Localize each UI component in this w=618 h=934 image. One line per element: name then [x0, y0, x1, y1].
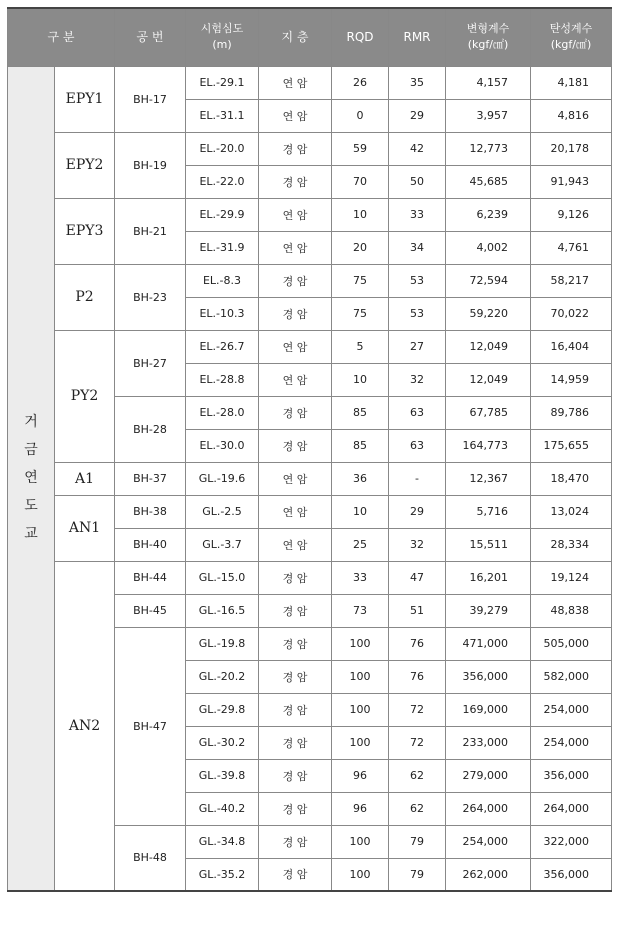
- elastic-modulus-cell: 356,000: [531, 759, 612, 792]
- rqd-cell: 100: [332, 858, 389, 891]
- layer-cell: 경 암: [259, 561, 332, 594]
- depth-cell: GL.-40.2: [186, 792, 259, 825]
- depth-cell: GL.-35.2: [186, 858, 259, 891]
- elastic-modulus-cell: 58,217: [531, 264, 612, 297]
- elastic-modulus-cell: 4,761: [531, 231, 612, 264]
- rmr-cell: 76: [389, 627, 446, 660]
- header-elastic-label: 탄성계수: [549, 22, 593, 36]
- rmr-cell: 29: [389, 99, 446, 132]
- rmr-cell: 72: [389, 693, 446, 726]
- bridge-name-char: 거: [24, 414, 38, 431]
- elastic-modulus-cell: 4,181: [531, 66, 612, 99]
- group-name-cell: AN2: [55, 561, 115, 891]
- elastic-modulus-cell: 20,178: [531, 132, 612, 165]
- rmr-cell: 47: [389, 561, 446, 594]
- table-row: [8, 495, 612, 528]
- rqd-cell: 100: [332, 825, 389, 858]
- rmr-cell: -: [389, 462, 446, 495]
- header-depth-label: 시험심도: [200, 22, 244, 36]
- layer-cell: 경 암: [259, 264, 332, 297]
- rmr-cell: 51: [389, 594, 446, 627]
- depth-cell: GL.-29.8: [186, 693, 259, 726]
- table-row: [8, 264, 612, 297]
- table-row: [8, 462, 612, 495]
- elastic-modulus-cell: 18,470: [531, 462, 612, 495]
- elastic-modulus-cell: 28,334: [531, 528, 612, 561]
- depth-cell: GL.-16.5: [186, 594, 259, 627]
- bridge-name-char: 금: [24, 442, 38, 459]
- rock-test-table: [7, 7, 612, 892]
- rqd-cell: 20: [332, 231, 389, 264]
- depth-cell: GL.-15.0: [186, 561, 259, 594]
- layer-cell: 연 암: [259, 231, 332, 264]
- deform-modulus-cell: 6,239: [446, 198, 531, 231]
- rmr-cell: 79: [389, 858, 446, 891]
- rqd-cell: 59: [332, 132, 389, 165]
- rmr-cell: 50: [389, 165, 446, 198]
- header-gubun: 구 분: [8, 8, 115, 66]
- rmr-cell: 32: [389, 363, 446, 396]
- deform-modulus-cell: 16,201: [446, 561, 531, 594]
- rqd-cell: 100: [332, 726, 389, 759]
- bridge-name-char: 연: [24, 470, 38, 487]
- layer-cell: 연 암: [259, 99, 332, 132]
- elastic-modulus-cell: 70,022: [531, 297, 612, 330]
- depth-cell: GL.-20.2: [186, 660, 259, 693]
- rmr-cell: 32: [389, 528, 446, 561]
- borehole-cell: BH-45: [115, 594, 186, 627]
- rmr-cell: 27: [389, 330, 446, 363]
- borehole-cell: BH-17: [115, 66, 186, 132]
- elastic-modulus-cell: 13,024: [531, 495, 612, 528]
- layer-cell: 경 암: [259, 726, 332, 759]
- rqd-cell: 10: [332, 495, 389, 528]
- group-name-cell: A1: [55, 462, 115, 495]
- depth-cell: GL.-3.7: [186, 528, 259, 561]
- elastic-modulus-cell: 254,000: [531, 693, 612, 726]
- bridge-name-char: 도: [24, 498, 38, 515]
- elastic-modulus-cell: 4,816: [531, 99, 612, 132]
- table-row: [8, 132, 612, 165]
- elastic-modulus-cell: 254,000: [531, 726, 612, 759]
- layer-cell: 연 암: [259, 66, 332, 99]
- bridge-name-char: 교: [24, 526, 38, 543]
- elastic-modulus-cell: 48,838: [531, 594, 612, 627]
- borehole-cell: BH-40: [115, 528, 186, 561]
- header-borehole: 공 번: [115, 8, 186, 66]
- depth-cell: EL.-26.7: [186, 330, 259, 363]
- table-row: [8, 66, 612, 99]
- borehole-cell: BH-47: [115, 627, 186, 825]
- deform-modulus-cell: 72,594: [446, 264, 531, 297]
- deform-modulus-cell: 5,716: [446, 495, 531, 528]
- borehole-cell: BH-48: [115, 825, 186, 891]
- borehole-cell: BH-38: [115, 495, 186, 528]
- layer-cell: 경 암: [259, 429, 332, 462]
- rqd-cell: 85: [332, 429, 389, 462]
- elastic-modulus-cell: 19,124: [531, 561, 612, 594]
- rqd-cell: 25: [332, 528, 389, 561]
- rqd-cell: 26: [332, 66, 389, 99]
- rmr-cell: 29: [389, 495, 446, 528]
- header-depth: [186, 8, 259, 66]
- deform-modulus-cell: 356,000: [446, 660, 531, 693]
- depth-cell: EL.-10.3: [186, 297, 259, 330]
- rqd-cell: 96: [332, 759, 389, 792]
- layer-cell: 연 암: [259, 462, 332, 495]
- layer-cell: 경 암: [259, 858, 332, 891]
- group-name-cell: EPY2: [55, 132, 115, 198]
- deform-modulus-cell: 164,773: [446, 429, 531, 462]
- depth-cell: EL.-28.8: [186, 363, 259, 396]
- elastic-modulus-cell: 175,655: [531, 429, 612, 462]
- deform-modulus-cell: 254,000: [446, 825, 531, 858]
- layer-cell: 연 암: [259, 528, 332, 561]
- deform-modulus-cell: 3,957: [446, 99, 531, 132]
- layer-cell: 경 암: [259, 165, 332, 198]
- header-row: [8, 8, 612, 66]
- deform-modulus-cell: 471,000: [446, 627, 531, 660]
- group-name-cell: EPY1: [55, 66, 115, 132]
- deform-modulus-cell: 279,000: [446, 759, 531, 792]
- depth-cell: GL.-2.5: [186, 495, 259, 528]
- rqd-cell: 73: [332, 594, 389, 627]
- group-name-cell: AN1: [55, 495, 115, 561]
- table-body: [8, 66, 612, 891]
- layer-cell: 경 암: [259, 594, 332, 627]
- layer-cell: 경 암: [259, 627, 332, 660]
- elastic-modulus-cell: 9,126: [531, 198, 612, 231]
- rmr-cell: 34: [389, 231, 446, 264]
- table-row: [8, 330, 612, 363]
- header-deform: [446, 8, 531, 66]
- deform-modulus-cell: 15,511: [446, 528, 531, 561]
- depth-cell: GL.-39.8: [186, 759, 259, 792]
- header-deform-unit: (kgf/㎠): [467, 38, 509, 52]
- layer-cell: 연 암: [259, 363, 332, 396]
- rmr-cell: 62: [389, 792, 446, 825]
- elastic-modulus-cell: 16,404: [531, 330, 612, 363]
- deform-modulus-cell: 39,279: [446, 594, 531, 627]
- depth-cell: GL.-19.8: [186, 627, 259, 660]
- rqd-cell: 85: [332, 396, 389, 429]
- header-deform-label: 변형계수: [466, 22, 510, 36]
- layer-cell: 경 암: [259, 297, 332, 330]
- bridge-name-cell: [8, 66, 55, 891]
- layer-cell: 연 암: [259, 330, 332, 363]
- elastic-modulus-cell: 91,943: [531, 165, 612, 198]
- deform-modulus-cell: 262,000: [446, 858, 531, 891]
- header-elastic: [531, 8, 612, 66]
- elastic-modulus-cell: 89,786: [531, 396, 612, 429]
- borehole-cell: BH-44: [115, 561, 186, 594]
- rqd-cell: 33: [332, 561, 389, 594]
- rqd-cell: 70: [332, 165, 389, 198]
- depth-cell: GL.-34.8: [186, 825, 259, 858]
- borehole-cell: BH-27: [115, 330, 186, 396]
- header-depth-unit: (m): [212, 38, 232, 52]
- depth-cell: GL.-19.6: [186, 462, 259, 495]
- header-rmr: RMR: [389, 8, 446, 66]
- borehole-cell: BH-37: [115, 462, 186, 495]
- elastic-modulus-cell: 356,000: [531, 858, 612, 891]
- depth-cell: EL.-28.0: [186, 396, 259, 429]
- header-elastic-unit: (kgf/㎠): [550, 38, 592, 52]
- depth-cell: EL.-31.1: [186, 99, 259, 132]
- rmr-cell: 63: [389, 429, 446, 462]
- group-name-cell: P2: [55, 264, 115, 330]
- deform-modulus-cell: 12,773: [446, 132, 531, 165]
- deform-modulus-cell: 4,002: [446, 231, 531, 264]
- rqd-cell: 36: [332, 462, 389, 495]
- deform-modulus-cell: 45,685: [446, 165, 531, 198]
- header-rqd: RQD: [332, 8, 389, 66]
- rmr-cell: 53: [389, 264, 446, 297]
- deform-modulus-cell: 4,157: [446, 66, 531, 99]
- layer-cell: 경 암: [259, 825, 332, 858]
- layer-cell: 경 암: [259, 132, 332, 165]
- deform-modulus-cell: 233,000: [446, 726, 531, 759]
- rqd-cell: 100: [332, 693, 389, 726]
- rqd-cell: 0: [332, 99, 389, 132]
- depth-cell: EL.-8.3: [186, 264, 259, 297]
- group-name-cell: EPY3: [55, 198, 115, 264]
- layer-cell: 경 암: [259, 792, 332, 825]
- deform-modulus-cell: 12,049: [446, 363, 531, 396]
- rqd-cell: 100: [332, 660, 389, 693]
- rqd-cell: 100: [332, 627, 389, 660]
- table-row: [8, 561, 612, 594]
- borehole-cell: BH-21: [115, 198, 186, 264]
- layer-cell: 경 암: [259, 396, 332, 429]
- table-row: [8, 198, 612, 231]
- depth-cell: EL.-29.9: [186, 198, 259, 231]
- rmr-cell: 76: [389, 660, 446, 693]
- rmr-cell: 63: [389, 396, 446, 429]
- borehole-cell: BH-19: [115, 132, 186, 198]
- rqd-cell: 10: [332, 363, 389, 396]
- depth-cell: EL.-31.9: [186, 231, 259, 264]
- layer-cell: 경 암: [259, 693, 332, 726]
- rqd-cell: 10: [332, 198, 389, 231]
- depth-cell: EL.-22.0: [186, 165, 259, 198]
- rmr-cell: 33: [389, 198, 446, 231]
- rqd-cell: 75: [332, 264, 389, 297]
- rmr-cell: 62: [389, 759, 446, 792]
- layer-cell: 경 암: [259, 759, 332, 792]
- elastic-modulus-cell: 582,000: [531, 660, 612, 693]
- depth-cell: EL.-29.1: [186, 66, 259, 99]
- borehole-cell: BH-23: [115, 264, 186, 330]
- rmr-cell: 42: [389, 132, 446, 165]
- deform-modulus-cell: 67,785: [446, 396, 531, 429]
- deform-modulus-cell: 264,000: [446, 792, 531, 825]
- deform-modulus-cell: 169,000: [446, 693, 531, 726]
- rqd-cell: 75: [332, 297, 389, 330]
- rmr-cell: 72: [389, 726, 446, 759]
- depth-cell: EL.-30.0: [186, 429, 259, 462]
- depth-cell: EL.-20.0: [186, 132, 259, 165]
- elastic-modulus-cell: 505,000: [531, 627, 612, 660]
- layer-cell: 연 암: [259, 198, 332, 231]
- elastic-modulus-cell: 264,000: [531, 792, 612, 825]
- deform-modulus-cell: 12,367: [446, 462, 531, 495]
- rmr-cell: 79: [389, 825, 446, 858]
- rmr-cell: 53: [389, 297, 446, 330]
- deform-modulus-cell: 12,049: [446, 330, 531, 363]
- header-layer: 지 층: [259, 8, 332, 66]
- rqd-cell: 96: [332, 792, 389, 825]
- rmr-cell: 35: [389, 66, 446, 99]
- borehole-cell: BH-28: [115, 396, 186, 462]
- deform-modulus-cell: 59,220: [446, 297, 531, 330]
- layer-cell: 경 암: [259, 660, 332, 693]
- elastic-modulus-cell: 322,000: [531, 825, 612, 858]
- group-name-cell: PY2: [55, 330, 115, 462]
- elastic-modulus-cell: 14,959: [531, 363, 612, 396]
- layer-cell: 연 암: [259, 495, 332, 528]
- depth-cell: GL.-30.2: [186, 726, 259, 759]
- rqd-cell: 5: [332, 330, 389, 363]
